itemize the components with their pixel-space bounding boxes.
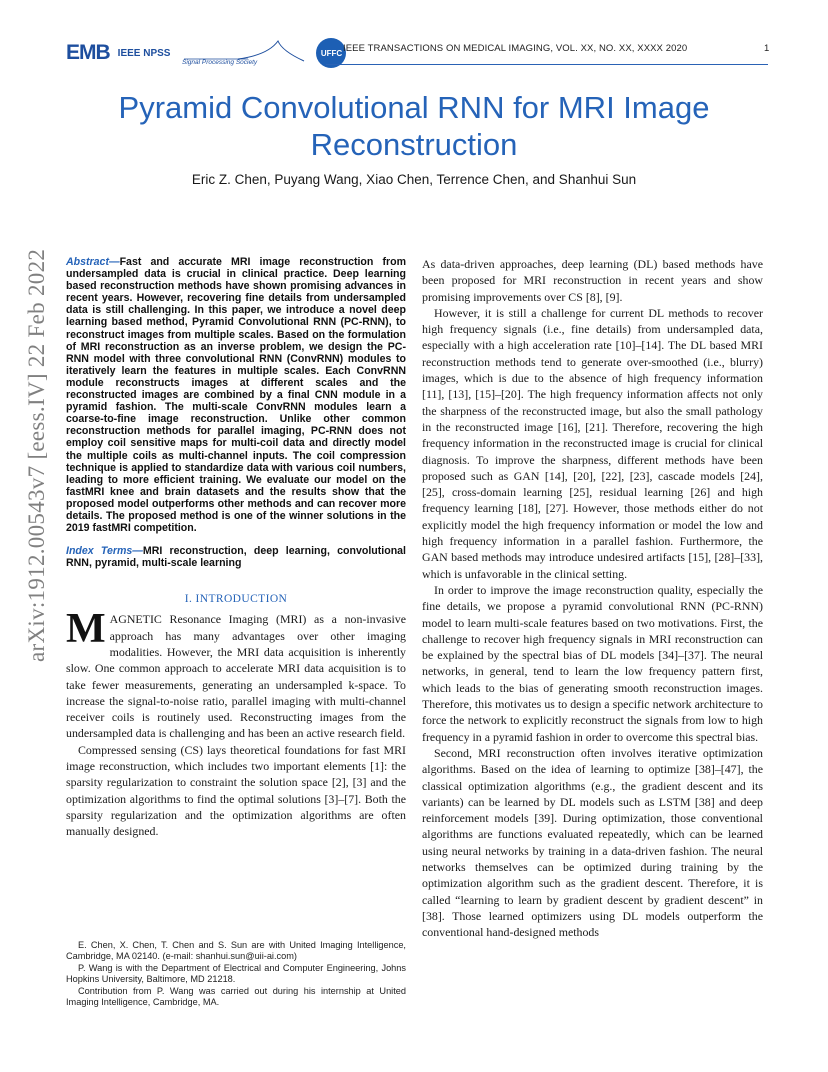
- right-paragraph-3: In order to improve the image reconstruction quality, especially the fine details, we propose a pyramid convolutional RNN (PC-RNN) model to learn multi-scale features based on two motivations. First, the challenge to recover high frequency signals in MRI reconstruction can be explained by the spectral bias of DL models [34]–[37]. The neural networks, in general, tend to learn the low frequency pattern first, which leads to the bias of generating smooth reconstruction images. Therefore, this motivates us to design a specific network architecture to force the network to explicitly reconstruct the signals from low to high frequency in a pyramid fashion in order to overcome this spectral bias.: [422, 582, 763, 744]
- right-paragraph-4: Second, MRI reconstruction often involves iterative optimization algorithms. Based on the idea of learning to optimize [38]–[47], the classical optimization algorithms (e.g., the gradient descent and its variants) can be learned by DL models such as LSTM [38] and deep reinforcement models [39]. During optimization, those conventional algorithms are functions evaluated repeatedly, which can be learned using neural networks by training in a data-driven fashion. The neural networks themselves can be optimized during training by the optimization algorithm such as the gradient descent. Therefore, it is called “learning to learn by gradient descent by gradient descent” in [38]. Those learned optimizers using DL models outperform the conventional hand-designed methods: [422, 745, 763, 940]
- right-paragraph-1: As data-driven approaches, deep learning (DL) based methods have been proposed for MRI reconstruction in recent years and show promising improvements over CS [8], [9].: [422, 257, 763, 304]
- footnote-contribution: Contribution from P. Wang was carried out during his internship at United Imaging Intelligence, Cambridge, MA.: [66, 985, 406, 1008]
- abstract-text: Fast and accurate MRI image reconstruction from undersampled data is crucial in clinical practice. Deep learning based reconstruction methods have shown promising advances in recent years. However, recovering fine details from undersampled data is still challenging. In this paper, we introduce a novel deep learning based method, Pyramid Convolutional RNN (PC-RNN), to reconstruct images from multiple scales. Based on the formulation of MRI reconstruction as an inverse problem, we design the PC-RNN model with three convolutional RNN (ConvRNN) modules to iteratively learn the features in multiple scales. Each ConvRNN module reconstructs images at different scales and the reconstructed images are combined by a final CNN module in a pyramid fashion. The multi-scale ConvRNN modules learn a coarse-to-fine image reconstruction. Unlike other common reconstruction methods for parallel imaging, PC-RNN does not employ coil sensitive maps for multi-coil data and directly model the multiple coils as multi-channel inputs. The coil compression technique is applied to standardize data with various coil numbers, leading to more efficient training. We evaluate our model on the fastMRI knee and brain datasets and the results show that the proposed model outperforms other methods and can recover more details. The proposed method is one of the winner solutions in the 2019 fastMRI competition.: [66, 256, 406, 535]
- author-list: Eric Z. Chen, Puyang Wang, Xiao Chen, Terrence Chen, and Shanhui Sun: [191, 172, 637, 187]
- abstract-lead: Abstract—: [66, 256, 120, 268]
- running-head: IEEE TRANSACTIONS ON MEDICAL IMAGING, VOL. XX, NO. XX, XXXX 2020: [343, 43, 688, 54]
- page-number: 1: [764, 43, 770, 54]
- drop-cap: M: [66, 606, 106, 653]
- section-heading-introduction: I. INTRODUCTION: [184, 593, 288, 606]
- right-paragraph-2: However, it is still a challenge for current DL methods to recover high frequency signals (i.e., fine details) from undersampled data, especially with a high acceleration rate [10]–[14]. The DL based MRI reconstruction methods tend to generate over-smoothed (i.e., blurry) images, which is due to the absence of high frequency information [11], [13], [15]–[20]. The high frequency information affects not only the sharpness of the reconstructed image, but also the small pathology in the reconstructed image [16], [21]. Therefore, recovering the high frequency information in the reconstructed image is crucial for clinical diagnosis. To improve the sharpness, different methods have been proposed such as GAN [14], [20], [22], [23], cascade models [24], [25], cross-domain learning [25], residual learning [26] and high frequency learning [18], [27]. However, those methods either do not explicitly model the high frequency information or model the low and high frequency information in a parallel fashion. Furthermore, the GAN based methods may introduce undesired artifacts [15], [28]–[33], which is unfavorable in the clinical setting.: [422, 305, 763, 581]
- intro-paragraph-1-text: AGNETIC Resonance Imaging (MRI) as a non-invasive approach has many advantages over other imaging modalities. However, the MRI data acquisition is inherently slow. One common approach to accelerate MRI data acquisition is to take fewer measurements, generating an undersampled k-space. To increase the signal-to-noise ratio, parallel imaging with multi-channel receiver coils is routinely used. Reconstructing images from the undersampled data is challenging and has been an active research field.: [66, 612, 406, 741]
- intro-paragraph-1: [66, 606, 406, 741]
- society-logos: [66, 36, 346, 70]
- right-column: [422, 256, 763, 940]
- footnote-affiliation-1: E. Chen, X. Chen, T. Chen and S. Sun are with United Imaging Intelligence, Cambridge, MA 02140. (e-mail: shanhui.sun@uii-ai.com): [66, 940, 406, 962]
- uffc-logo: UFFC: [316, 38, 346, 68]
- index-terms-text: MRI reconstruction, deep learning, convolutional RNN, pyramid, multi-scale learning: [66, 545, 407, 570]
- sps-logo: [178, 37, 308, 69]
- footnotes: [66, 940, 406, 1008]
- emb-logo: EMB: [66, 41, 110, 64]
- sps-logo-text: Signal Processing Society: [182, 59, 258, 66]
- page-header: [0, 0, 828, 80]
- npss-logo: IEEE NPSS: [117, 47, 171, 59]
- intro-paragraph-2: Compressed sensing (CS) lays theoretical foundations for fast MRI image reconstruction, which includes two important elements [1]: the sparsity regularization to constraint the solution space [2], [3] and the optimization algorithms to find the optimal solutions [3]–[7]. Both the sparsity regularization and the optimization algorithms are often manually designed.: [66, 742, 406, 839]
- abstract: [66, 256, 406, 534]
- header-rule: [326, 64, 768, 65]
- footnote-affiliation-2: P. Wang is with the Department of Electrical and Computer Engineering, Johns Hopkins University, Baltimore, MD 21218.: [66, 962, 406, 985]
- paper-title: Pyramid Convolutional RNN for MRI Image Reconstruction: [118, 90, 710, 162]
- arxiv-stamp: arXiv:1912.00543v7 [eess.IV] 22 Feb 2022: [24, 248, 49, 662]
- index-terms: [66, 545, 406, 569]
- index-terms-lead: Index Terms—: [66, 545, 143, 558]
- left-column: [66, 256, 406, 840]
